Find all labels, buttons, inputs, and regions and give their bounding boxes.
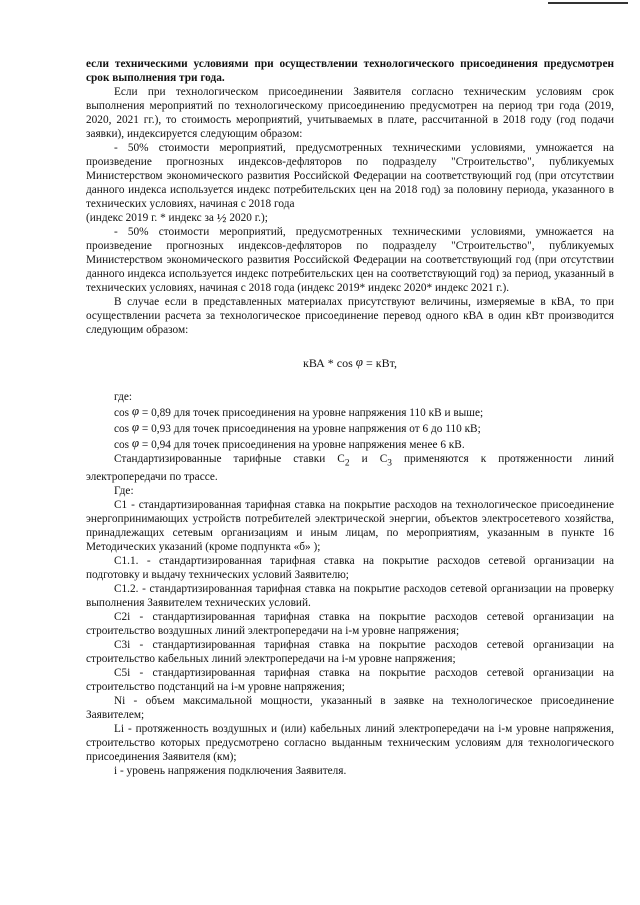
definition-c5i: С5i - стандартизированная тарифная ставка на покрытие расходов сетевой организации на строительство подстанций на i-м уровне напряжения; <box>86 667 614 694</box>
definition-c1-2: С1.2. - стандартизированная тарифная ставка на покрытие расходов сетевой организации на проверку выполнения Заявителем технических условий. <box>86 583 614 610</box>
subscript-2: 2 <box>344 458 350 469</box>
cos-line-110 <box>86 404 614 420</box>
paragraph-intro: Если при технологическом присоединении Заявителя согласно техническим условиям срок выполнения мероприятий по технологическому присоединению предусмотрен на период три года (2019, 2020, 2021 гг.), то стоимость мероприятий, учитываемых в плате, рассчитанной в 2018 году (год подачи заявки), индексируется следующим образом: <box>86 86 614 140</box>
cos-value-text: = 0,93 для точек присоединения на уровне напряжения от 6 до 110 кВ; <box>141 423 481 435</box>
paragraph-rates <box>86 452 614 484</box>
phi-symbol: φ <box>131 403 140 418</box>
paragraph-index-formula <box>86 211 614 225</box>
definition-li: Li - протяженность воздушных и (или) кабельных линий электропередачи на i-м уровне напряжения, строительство которых предусмотрено согласно выданным техническим условиям для технологического присоединения Заявителя (км); <box>86 723 614 764</box>
definition-c2i: С2i - стандартизированная тарифная ставка на покрытие расходов сетевой организации на строительство воздушных линий электропередачи на i-м уровне напряжения; <box>86 611 614 638</box>
paragraph-first-half <box>86 141 614 211</box>
definition-c1: С1 - стандартизированная тарифная ставка на покрытие расходов на технологическое присоединение энергопринимающих устройств потребителей электрической энергии, объектов электросетевого хозяйства, принадлежащих сетевым организациям и иным лицам, по мероприятиям, указанным в пункте 16 Методических указаний (кроме подпункта «б» ); <box>86 499 614 554</box>
where-label-2: Где: <box>114 485 134 498</box>
cos-line-6-110 <box>86 420 614 436</box>
first-half-text: - 50% стоимости мероприятий, предусмотренных техническими условиями, умножается на произведение прогнозных индексов-дефляторов по подразделу "Строительство", публикуемых Министерством экономического развития Российской Федерации на соответствующий год (при отсутствии данного индекса используется индекс потребительских цен на 2018 год) за половину периода, указанного в технических условиях, начиная с 2018 года <box>86 142 614 210</box>
rates-text: Стандартизированные тарифные ставки С <box>114 453 345 465</box>
heading-condition: если техническими условиями при осуществлении технологического присоединения предусмотрен срок выполнения три года. <box>86 58 614 84</box>
one-half-symbol: ½ <box>216 210 227 225</box>
index-year-text: 2020 г.); <box>229 212 268 224</box>
index-text: (индекс 2019 г. * индекс за <box>86 212 214 224</box>
paragraph-second-half: - 50% стоимости мероприятий, предусмотренных техническими условиями, умножается на произведение прогнозных индексов-дефляторов по подразделу "Строительство", публикуемых Министерством экономического развития Российской Федерации на соответствующий год (при отсутствии данного индекса используется индекс потребительских цен на соответствующий год) за период, указанный в технических условиях, начиная с 2018 года (индекс 2019* индекс 2020* индекс 2021 г.). <box>86 226 614 294</box>
cos-label: cos <box>114 407 130 419</box>
formula-right: = кВт, <box>366 356 397 370</box>
phi-symbol: φ <box>355 354 363 369</box>
document-page <box>86 57 614 778</box>
paragraph-kva-conversion: В случае если в представленных материалах присутствуют величины, измеряемые в кВА, то при осуществлении расчета за технологическое присоединение перевод одного кВА в один кВт производится следующим образом: <box>86 296 614 336</box>
definition-c3i: С3i - стандартизированная тарифная ставка на покрытие расходов сетевой организации на строительство кабельных линий электропередачи на i-м уровне напряжения; <box>86 639 614 666</box>
phi-symbol: φ <box>131 435 140 450</box>
cos-label: cos <box>114 423 130 435</box>
phi-symbol: φ <box>131 419 140 434</box>
definition-c1-1: С1.1. - стандартизированная тарифная ставка на покрытие расходов сетевой организации на подготовку и выдачу технических условий Заявителю; <box>86 555 614 582</box>
cos-value-text: = 0,89 для точек присоединения на уровне напряжения 110 кВ и выше; <box>141 407 484 419</box>
where-label: где: <box>114 391 132 403</box>
rates-and-text: и С <box>361 453 388 465</box>
cos-label: cos <box>114 439 130 451</box>
scan-edge-line <box>548 2 628 4</box>
rates-tail-text: применяются к протяженности линий электропередачи по трассе. <box>86 453 615 484</box>
definition-i: i - уровень напряжения подключения Заявителя. <box>114 765 347 778</box>
cos-value-text: = 0,94 для точек присоединения на уровне напряжения менее 6 кВ. <box>141 439 465 451</box>
conversion-formula <box>86 355 614 370</box>
formula-left: кВА * cos <box>303 356 353 370</box>
subscript-3: 3 <box>387 458 392 469</box>
definition-ni: Ni - объем максимальной мощности, указанный в заявке на технологическое присоединение Заявителем; <box>86 695 614 722</box>
cos-line-6 <box>86 436 614 452</box>
